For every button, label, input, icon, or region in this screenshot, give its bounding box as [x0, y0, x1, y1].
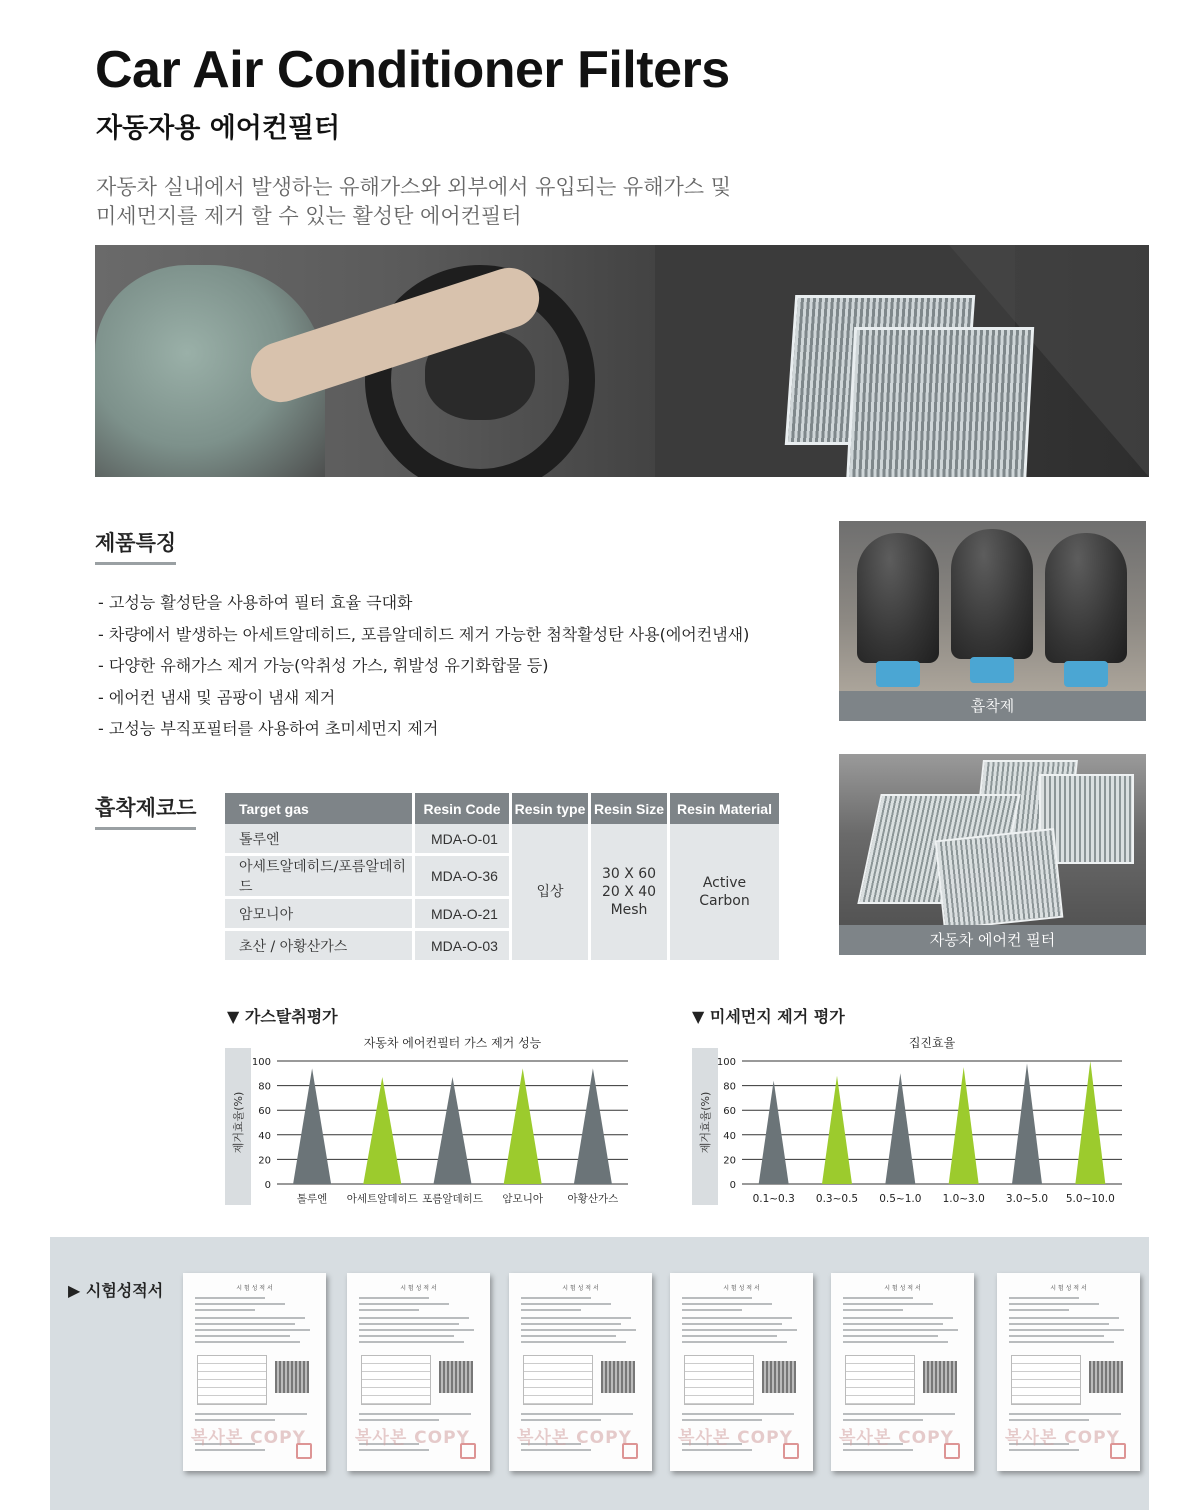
test-report-thumbnail[interactable] — [997, 1273, 1140, 1471]
resin-material-line: Active — [702, 875, 747, 891]
doc-sample-image — [762, 1361, 796, 1393]
doc-text-line — [195, 1449, 265, 1451]
header-resin-type: Resin type — [512, 793, 591, 824]
doc-text-line — [195, 1303, 285, 1305]
bar-5 — [1075, 1061, 1105, 1184]
doc-text-line — [843, 1297, 913, 1299]
doc-seal-icon — [944, 1443, 960, 1459]
bar-1 — [822, 1076, 852, 1184]
features-list — [98, 592, 749, 750]
doc-sample-image — [601, 1361, 635, 1393]
doc-text-line — [1009, 1317, 1119, 1319]
bar-4 — [1012, 1063, 1042, 1184]
x-tick-label: 1.0~3.0 — [942, 1193, 985, 1205]
doc-watermark: 복사본 COPY — [191, 1428, 306, 1448]
doc-sample-image — [439, 1361, 473, 1393]
features-title-underline — [95, 562, 176, 565]
test-report-thumbnail[interactable] — [347, 1273, 490, 1471]
cell-target-gas: 톨루엔 — [225, 824, 415, 856]
doc-table — [845, 1355, 915, 1405]
resin-size-line: Mesh — [610, 902, 648, 918]
doc-text-line — [195, 1309, 255, 1311]
cell-target-gas: 아세트알데히드/포름알데히드 — [225, 856, 415, 899]
chart-title: 자동차 에어컨필터 가스 제거 성능 — [363, 1036, 542, 1050]
feature-item: - 차량에서 발생하는 아세트알데히드, 포름알데히드 제거 가능한 첨착활성탄 사용(에어컨냄새) — [98, 624, 750, 644]
doc-text-line — [521, 1297, 591, 1299]
y-tick-label: 60 — [258, 1106, 271, 1118]
page-subtitle: 자동자용 에어컨필터 — [96, 113, 341, 144]
adsorbent-caption: 흡착제 — [839, 691, 1146, 721]
bar-1 — [363, 1077, 401, 1184]
intro-line-1: 자동차 실내에서 발생하는 유해가스와 외부에서 유입되는 유해가스 및 — [96, 175, 732, 199]
x-tick-label: 포름알데히드 — [422, 1193, 483, 1205]
test-report-thumbnail[interactable] — [670, 1273, 813, 1471]
doc-text-line — [843, 1341, 948, 1343]
doc-text-line — [359, 1449, 429, 1451]
doc-text-line — [682, 1419, 762, 1421]
test-report-thumbnail[interactable] — [831, 1273, 974, 1471]
doc-text-line — [682, 1335, 777, 1337]
doc-text-line — [521, 1419, 601, 1421]
doc-text-line — [195, 1317, 305, 1319]
doc-text-line — [1009, 1341, 1114, 1343]
doc-table — [684, 1355, 754, 1405]
feature-item: - 에어컨 냄새 및 곰팡이 냄새 제거 — [98, 687, 336, 707]
doc-seal-icon — [622, 1443, 638, 1459]
doc-text-line — [521, 1329, 636, 1331]
doc-text-line — [359, 1335, 454, 1337]
y-tick-label: 0 — [264, 1180, 271, 1191]
doc-text-line — [359, 1317, 469, 1319]
doc-text-line — [1009, 1297, 1079, 1299]
gas-chart-section-title: ▼ 가스탈취평가 — [227, 1007, 338, 1026]
feature-item: - 다양한 유해가스 제거 가능(악취성 가스, 휘발성 유기화합물 등) — [98, 656, 549, 675]
y-axis-label: 제거효율(%) — [699, 1091, 712, 1154]
doc-text-line — [682, 1449, 752, 1451]
header-resin-code: Resin Code — [415, 793, 512, 824]
doc-text-line — [682, 1329, 797, 1331]
doc-watermark: 복사본 COPY — [517, 1428, 632, 1448]
y-tick-label: 60 — [723, 1106, 736, 1118]
features-title — [95, 527, 176, 557]
cell-resin-code: MDA-O-21 — [415, 899, 512, 931]
doc-text-line — [195, 1335, 290, 1337]
doc-text-line — [521, 1449, 591, 1451]
doc-text-line — [195, 1329, 310, 1331]
doc-watermark: 복사본 COPY — [1005, 1428, 1120, 1448]
resin-type-text: 입상 — [536, 884, 564, 900]
resin-table-title-text: 흡착제코드 — [95, 796, 197, 820]
doc-text-line — [359, 1419, 439, 1421]
doc-header: 시 험 성 적 서 — [236, 1285, 273, 1292]
table-header-row — [225, 793, 779, 824]
doc-watermark: 복사본 COPY — [678, 1428, 793, 1448]
adsorbent-base — [1064, 661, 1108, 687]
doc-sample-image — [923, 1361, 957, 1393]
x-tick-label: 0.5~1.0 — [879, 1193, 922, 1205]
doc-text-line — [521, 1323, 621, 1325]
x-tick-label: 3.0~5.0 — [1005, 1193, 1049, 1205]
test-report-thumbnail[interactable] — [509, 1273, 652, 1471]
doc-text-line — [843, 1335, 938, 1337]
header-resin-material: Resin Material — [670, 793, 779, 824]
resin-code-table — [225, 793, 779, 963]
hero-image — [95, 245, 1149, 477]
adsorbent-cylinder — [951, 529, 1033, 659]
resin-table-title-underline — [95, 827, 196, 830]
y-tick-label: 100 — [251, 1057, 271, 1068]
doc-text-line — [521, 1303, 611, 1305]
header-resin-size: Resin Size — [591, 793, 670, 824]
x-tick-label: 톨루엔 — [296, 1193, 328, 1205]
cell-target-gas: 암모니아 — [225, 899, 415, 931]
doc-text-line — [359, 1309, 419, 1311]
doc-text-line — [521, 1413, 633, 1415]
doc-text-line — [843, 1413, 955, 1415]
bar-2 — [434, 1077, 472, 1184]
doc-text-line — [843, 1449, 913, 1451]
doc-sample-image — [275, 1361, 309, 1393]
doc-sample-image — [1089, 1361, 1123, 1393]
intro-text — [96, 173, 796, 231]
y-tick-label: 40 — [258, 1130, 271, 1142]
doc-text-line — [1009, 1329, 1124, 1331]
chart-svg — [225, 1030, 635, 1210]
adsorbent-base — [970, 657, 1014, 683]
doc-text-line — [359, 1303, 449, 1305]
doc-text-line — [521, 1309, 581, 1311]
doc-text-line — [521, 1335, 616, 1337]
y-tick-label: 100 — [716, 1057, 736, 1068]
x-tick-label: 아세트알데히드 — [346, 1193, 418, 1205]
resin-size-line: 30 X 60 — [601, 866, 657, 882]
doc-text-line — [521, 1317, 631, 1319]
cell-target-gas: 초산 / 아황산가스 — [225, 931, 415, 963]
page-title: Car Air Conditioner Filters — [95, 41, 730, 99]
doc-header: 시 험 성 적 서 — [884, 1285, 921, 1292]
resin-material-line: Carbon — [699, 893, 750, 909]
doc-seal-icon — [296, 1443, 312, 1459]
doc-text-line — [195, 1323, 295, 1325]
gas-removal-chart — [225, 1030, 635, 1210]
x-tick-label: 5.0~10.0 — [1065, 1193, 1115, 1205]
cell-resin-code: MDA-O-01 — [415, 824, 512, 856]
cell-resin-material — [670, 824, 779, 963]
test-report-thumbnail[interactable] — [183, 1273, 326, 1471]
filter-photo — [839, 754, 1146, 955]
chart-svg — [692, 1030, 1132, 1210]
doc-text-line — [359, 1297, 429, 1299]
doc-text-line — [843, 1317, 953, 1319]
cell-resin-code: MDA-O-03 — [415, 931, 512, 963]
doc-text-line — [682, 1303, 772, 1305]
doc-text-line — [359, 1341, 464, 1343]
x-tick-label: 0.3~0.5 — [815, 1193, 859, 1205]
doc-table — [523, 1355, 593, 1405]
doc-text-line — [195, 1419, 275, 1421]
adsorbent-base — [876, 661, 920, 687]
doc-text-line — [843, 1419, 923, 1421]
doc-text-line — [682, 1341, 787, 1343]
resin-size-line: 20 X 40 — [601, 884, 657, 900]
doc-text-line — [195, 1341, 300, 1343]
header-target-gas: Target gas — [225, 793, 415, 824]
chart-title: 집진효율 — [908, 1036, 956, 1050]
cell-resin-type — [512, 824, 591, 963]
dust-chart-section-title: ▼ 미세먼지 제거 평가 — [692, 1007, 845, 1026]
doc-text-line — [1009, 1309, 1069, 1311]
doc-seal-icon — [783, 1443, 799, 1459]
feature-item: - 고성능 부직포필터를 사용하여 초미세먼지 제거 — [98, 719, 439, 738]
table-row — [225, 824, 779, 856]
doc-text-line — [195, 1413, 307, 1415]
bar-2 — [885, 1073, 915, 1184]
y-tick-label: 80 — [723, 1081, 736, 1093]
doc-text-line — [682, 1413, 794, 1415]
resin-table-title — [95, 792, 196, 822]
y-tick-label: 80 — [258, 1081, 271, 1093]
y-tick-label: 20 — [258, 1155, 271, 1167]
y-tick-label: 0 — [729, 1180, 736, 1191]
doc-table — [1011, 1355, 1081, 1405]
x-tick-label: 아황산가스 — [567, 1193, 619, 1205]
feature-item: - 고성능 활성탄을 사용하여 필터 효율 극대화 — [98, 593, 413, 612]
intro-line-2: 미세먼지를 제거 할 수 있는 활성탄 에어컨필터 — [96, 204, 522, 228]
doc-text-line — [843, 1323, 943, 1325]
features-title-text: 제품특징 — [95, 531, 177, 555]
doc-text-line — [195, 1297, 265, 1299]
doc-seal-icon — [1110, 1443, 1126, 1459]
doc-text-line — [1009, 1323, 1109, 1325]
dust-removal-chart — [692, 1030, 1132, 1210]
adsorbent-photo — [839, 521, 1146, 721]
doc-text-line — [843, 1309, 903, 1311]
doc-text-line — [1009, 1303, 1099, 1305]
y-axis-label: 제거효율(%) — [232, 1091, 245, 1154]
y-tick-label: 20 — [723, 1155, 736, 1167]
doc-text-line — [521, 1341, 626, 1343]
test-reports-title: ▶ 시험성적서 — [68, 1281, 164, 1300]
doc-watermark: 복사본 COPY — [355, 1428, 470, 1448]
doc-text-line — [1009, 1449, 1079, 1451]
x-tick-label: 0.1~0.3 — [752, 1193, 795, 1205]
bar-0 — [759, 1081, 789, 1184]
doc-text-line — [682, 1297, 752, 1299]
cell-resin-size — [591, 824, 670, 963]
doc-seal-icon — [460, 1443, 476, 1459]
bar-3 — [949, 1067, 979, 1184]
doc-header: 시 험 성 적 서 — [562, 1285, 599, 1292]
y-tick-label: 40 — [723, 1130, 736, 1142]
filter-panel — [935, 828, 1064, 930]
doc-text-line — [843, 1303, 933, 1305]
adsorbent-cylinder — [857, 533, 939, 663]
cell-resin-code: MDA-O-36 — [415, 856, 512, 899]
doc-header: 시 험 성 적 서 — [723, 1285, 760, 1292]
filter-caption: 자동차 에어컨 필터 — [839, 925, 1146, 955]
doc-text-line — [1009, 1413, 1121, 1415]
doc-text-line — [359, 1413, 471, 1415]
adsorbent-cylinder — [1045, 533, 1127, 663]
doc-header: 시 험 성 적 서 — [1050, 1285, 1087, 1292]
hero-filter-front — [846, 327, 1034, 477]
doc-text-line — [1009, 1419, 1089, 1421]
doc-text-line — [359, 1329, 474, 1331]
doc-table — [197, 1355, 267, 1405]
doc-table — [361, 1355, 431, 1405]
doc-header: 시 험 성 적 서 — [400, 1285, 437, 1292]
x-tick-label: 암모니아 — [502, 1193, 543, 1205]
doc-text-line — [682, 1317, 792, 1319]
doc-text-line — [682, 1309, 742, 1311]
doc-watermark: 복사본 COPY — [839, 1428, 954, 1448]
doc-text-line — [359, 1323, 459, 1325]
doc-text-line — [1009, 1335, 1104, 1337]
doc-text-line — [843, 1329, 958, 1331]
doc-text-line — [682, 1323, 782, 1325]
